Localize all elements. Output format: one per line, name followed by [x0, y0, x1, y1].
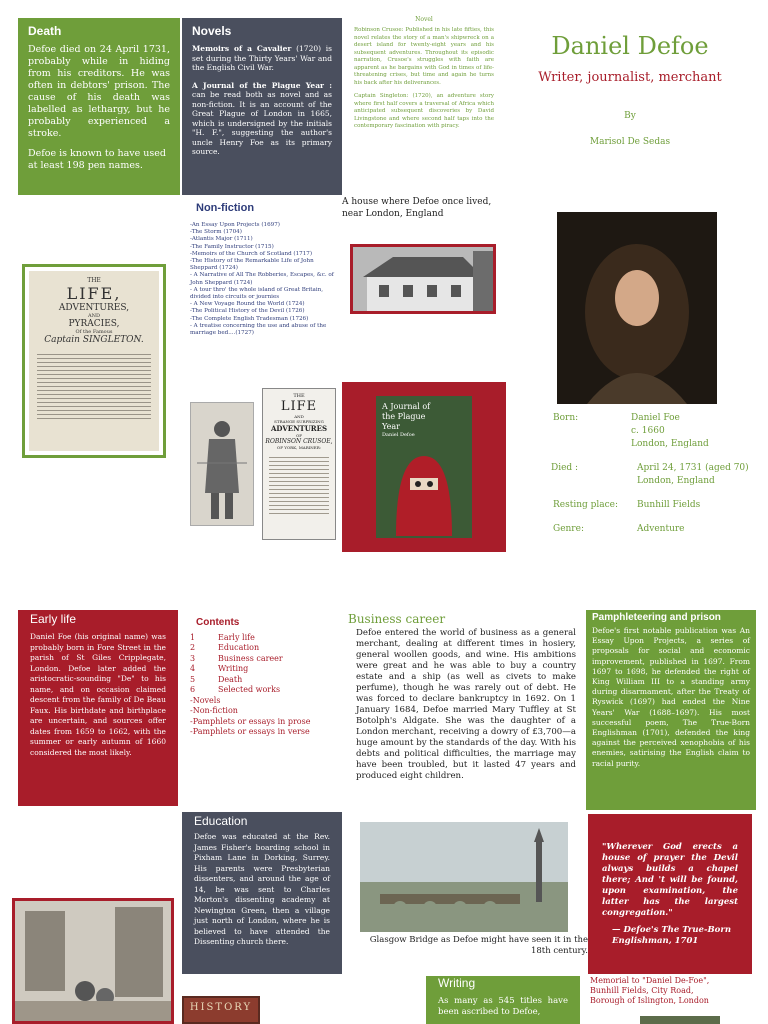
glasgow-photo	[360, 822, 568, 932]
contents-item[interactable]	[190, 654, 340, 665]
education-panel	[182, 812, 342, 974]
crusoe-line-3: AND	[294, 414, 304, 419]
pamphleteering-title: Pamphleteering and prison	[592, 612, 721, 623]
business-text: Defoe entered the world of business as a general merchant, dealing at different times in hosiery, general woollen goods, and wine. His ambitions were great and he was able to buy a country estate and a ship (as well as civets to make perfume), though he was rarely out of debt. He was forced to declare bankruptcy in 1692. On 1 January 1684, Defoe married Mary Tuffley at St Botolph's Aldgate. She was the daughter of a London merchant, receiving a dowry of £3,700—a huge amount by the standards of the day. With his debts and political difficulties, the marriage may have been troubled, but it lasted 47 years and produced eight children.	[356, 628, 576, 781]
education-title: Education	[194, 814, 248, 828]
nonfiction-item: -An Essay Upon Projects (1697)	[190, 222, 280, 228]
contents-title: Contents	[196, 617, 240, 628]
contents-item-label: Selected works	[218, 685, 281, 694]
crusoe-line-7: ROBINSON CRUSOE,	[265, 438, 333, 445]
contents-item[interactable]	[190, 685, 340, 696]
house-caption: A house where Defoe once lived, near London, England	[342, 197, 492, 219]
plague-book-author: Daniel Defoe	[382, 432, 415, 438]
plague-figure-icon	[376, 436, 472, 536]
resting-label: Resting place:	[553, 500, 619, 510]
glasgow-caption: Glasgow Bridge as Defoe might have seen it in the 18th century.	[369, 935, 588, 956]
singleton-line-4: AND	[88, 313, 100, 319]
page-title: Daniel Defoe	[551, 32, 709, 60]
contents-item-number: 6	[190, 685, 196, 694]
business-block	[348, 612, 576, 822]
quote-source: — Defoe's The True-Born Englishman, 1701	[612, 925, 732, 946]
writing-title: Writing	[438, 976, 476, 990]
plague-book-cover	[376, 396, 472, 538]
history-book-title: HISTORY	[189, 1002, 253, 1013]
genre-value: Adventure	[637, 524, 685, 534]
nonfiction-item: -The Political History of the Devil (1726)	[190, 308, 305, 315]
novels-panel	[182, 18, 342, 195]
singleton-line-5: PYRACIES,	[68, 319, 120, 329]
singleton-line-7: Captain SINGLETON.	[44, 335, 144, 345]
novel-column-heading: Novel	[415, 16, 433, 23]
writing-panel	[426, 976, 580, 1024]
contents-subitem[interactable]: -Pamphlets or essays in prose	[190, 716, 311, 726]
bridge-icon	[360, 822, 568, 932]
novels-title: Novels	[192, 24, 232, 38]
singleton-text-lines	[37, 351, 151, 421]
nonfiction-item: -The Storm (1704)	[190, 229, 242, 236]
nonfiction-item: -The Complete English Tradesman (1726)	[190, 315, 309, 322]
portrait	[557, 212, 717, 404]
quote-panel	[588, 814, 752, 974]
born-date: c. 1660	[631, 426, 665, 436]
genre-label: Genre:	[553, 524, 584, 534]
memorial-caption: Memorial to "Daniel De-Foe", Bunhill Fields, City Road, Borough of Islington, London	[590, 976, 710, 1005]
died-date: April 24, 1731 (aged 70)	[637, 463, 749, 473]
singleton-book-frame	[22, 264, 166, 458]
title-block	[510, 32, 750, 172]
contents-item-label: Education	[218, 643, 260, 652]
early-life-text: Daniel Foe (his original name) was probably born in Fore Street in the parish of St Giles Cripplegate, London. Defoe later added the aristocratic-sounding "De" to his name, and on occasion claimed descent from the family of De Beau Faux. His birthdate and birthplace are uncertain, and sources offer dates from 1659 to 1662, with the summer or early autumn of 1660 considered the most likely.	[30, 632, 166, 757]
crusoe-line-4: STRANGE SURPRIZING	[274, 419, 324, 424]
novel-cavalier-title: Memoirs of a Cavalier	[192, 44, 292, 53]
crusoe-line-6: OF	[295, 433, 303, 438]
contents-item[interactable]	[190, 664, 340, 675]
nonfiction-list	[190, 222, 340, 337]
died-label: Died :	[551, 463, 579, 473]
novel-column	[354, 16, 494, 186]
pirate-figure-icon	[191, 403, 253, 525]
singleton-book-page	[29, 271, 159, 451]
pamphleteering-text: Defoe's first notable publication was An Essay Upon Projects, a series of proposals for social and economic improvement, published in 1697. From 1697 to 1698, he defended the right of King William III to a standing army during disarmament, after the Treaty of Ryswick (1697) had ended the Nine Years' War (1688–1697). His most successful poem, The True-Born Englishman (1701), defended the king against the perceived xenophobia of his enemies, satirising the English claim to racial purity.	[592, 626, 750, 768]
contents-sublist	[190, 696, 340, 738]
history-book	[182, 996, 260, 1024]
crusoe-line-1: THE	[293, 393, 305, 399]
death-panel	[18, 18, 180, 195]
death-title: Death	[28, 24, 62, 38]
born-place: London, England	[631, 439, 709, 449]
contents-item-number: 1	[190, 632, 196, 642]
died-place: London, England	[637, 476, 715, 486]
plague-book-frame	[342, 382, 506, 552]
street-engraving	[12, 898, 174, 1024]
pen-names-text: Defoe is known to have used at least 198 pen names.	[28, 148, 166, 171]
nonfiction-item: - A New Voyage Round the World (1724)	[190, 301, 305, 308]
contents-item-number: 5	[190, 674, 196, 684]
house-icon	[353, 247, 493, 311]
plague-book-title: A Journal of the Plague Year	[382, 402, 431, 431]
quote-text: "Wherever God erects a house of prayer the Devil always builds a chapel there; And 't will be found, upon examination, the latter has the largest congregation."	[602, 842, 738, 918]
contents-subitem[interactable]: -Novels	[190, 695, 221, 705]
street-scene-icon	[15, 901, 171, 1024]
novel-plague-title: A Journal of the Plague Year :	[192, 80, 332, 90]
novel-cavalier-text: (1720) is set during the Thirty Years' War and the English Civil War.	[192, 44, 332, 72]
contents-item-label: Writing	[218, 664, 249, 673]
portrait-icon	[557, 212, 717, 404]
nonfiction-item: -Atlantis Major (1711)	[190, 236, 253, 243]
nonfiction-item: -The Family Instructor (1715)	[190, 243, 274, 250]
early-life-title: Early life	[30, 612, 77, 626]
contents-list	[190, 633, 340, 696]
crusoe-book	[262, 388, 336, 540]
contents-item[interactable]	[190, 675, 340, 686]
facts-block	[553, 412, 753, 542]
page-subtitle: Writer, journalist, merchant	[538, 70, 722, 85]
born-name: Daniel Foe	[631, 413, 680, 423]
nonfiction-item: - A Narrative of All The Robberies, Escapes, &c. of John Sheppard (1724)	[190, 272, 334, 286]
by-label: By	[624, 111, 636, 121]
crusoe-line-2: LIFE	[280, 399, 318, 414]
contents-item-label: Early life	[218, 632, 255, 642]
crusoe-text: Robinson Crusoe: Published in his late fifties, this novel relates the story of a man's shipwreck on a desert island for twenty-eight years and his subsequent adventures. Throughout its episodic narration, Crusoe's struggles with faith are apparent as he bargains with God in times of life-threatening crises, but time and again he turns his back after his deliverances.	[354, 27, 494, 86]
singleton-line-1: THE	[87, 277, 101, 284]
contents-item-label: Death	[218, 674, 243, 684]
nonfiction-block	[190, 202, 340, 382]
pamphleteering-panel	[586, 610, 756, 810]
nonfiction-title: Non-fiction	[196, 202, 255, 214]
nonfiction-item: - A tour thro' the whole island of Great Britain, divided into circuits or journies	[190, 286, 324, 301]
singleton-text: Captain Singleton: (1720), an adventure story where first half covers a traversal of Africa which anticipated subsequent discoveries by David Livingstone and where second half taps into the contemporary fascination with piracy.	[354, 93, 494, 129]
education-text: Defoe was educated at the Rev. James Fisher's boarding school in Pixham Lane in Dorking, Surrey. His parents were Presbyterian dissenters, and around the age of 14, he was sent to Charles Morton's dissenting academy at Newington Green, then a village just north of London, where he is believed to have attended the Dissenting church there.	[194, 832, 330, 946]
nonfiction-item: - A treatise concerning the use and abuse of the marriage bed....(1727)	[190, 322, 327, 337]
pirate-engraving	[190, 402, 254, 526]
contents-item-number: 3	[190, 653, 196, 663]
crusoe-text-lines	[269, 454, 329, 514]
business-title: Business career	[348, 612, 446, 626]
singleton-line-6: Of the Famous	[75, 329, 113, 335]
contents-item-number: 2	[190, 643, 196, 652]
contents-item-label: Business career	[218, 653, 283, 663]
contents-block	[190, 618, 340, 758]
nonfiction-item: -The History of the Remarkable Life of John Sheppard (1724)	[190, 258, 314, 272]
early-life-panel	[18, 610, 178, 806]
nonfiction-item: -Memoirs of the Church of Scotland (1717)	[190, 250, 313, 257]
house-photo	[350, 244, 496, 314]
contents-item-number: 4	[190, 664, 196, 673]
singleton-line-3: ADVENTURES,	[58, 303, 130, 313]
contents-item[interactable]	[190, 643, 340, 654]
novel-plague-text: can be read both as novel and as non-fiction. It is an account of the Great Plague of London in 1665, which is undersigned by the initials "H. F.", suggesting the author's uncle Henry Foe as its primary source.	[192, 90, 332, 156]
crusoe-line-5: ADVENTURES	[270, 424, 328, 433]
death-text: Defoe died on 24 April 1731, probably while in hiding from his creditors. He was often in debtors' prison. The cause of his death was labelled as lethargy, but he probably experienced a stroke.	[28, 44, 170, 139]
born-label: Born:	[553, 413, 579, 423]
contents-subitem[interactable]: -Non-fiction	[190, 706, 238, 715]
resting-value: Bunhill Fields	[637, 500, 701, 510]
author-name: Marisol De Sedas	[589, 137, 671, 147]
writing-text: As many as 545 titles have been ascribed to Defoe,	[438, 996, 568, 1017]
contents-item[interactable]	[190, 633, 340, 644]
memorial-photo	[640, 1016, 720, 1024]
singleton-line-2: LIFE,	[66, 284, 122, 303]
contents-subitem[interactable]: -Pamphlets or essays in verse	[190, 727, 310, 736]
crusoe-line-8: OF YORK, MARINER:	[276, 445, 322, 450]
